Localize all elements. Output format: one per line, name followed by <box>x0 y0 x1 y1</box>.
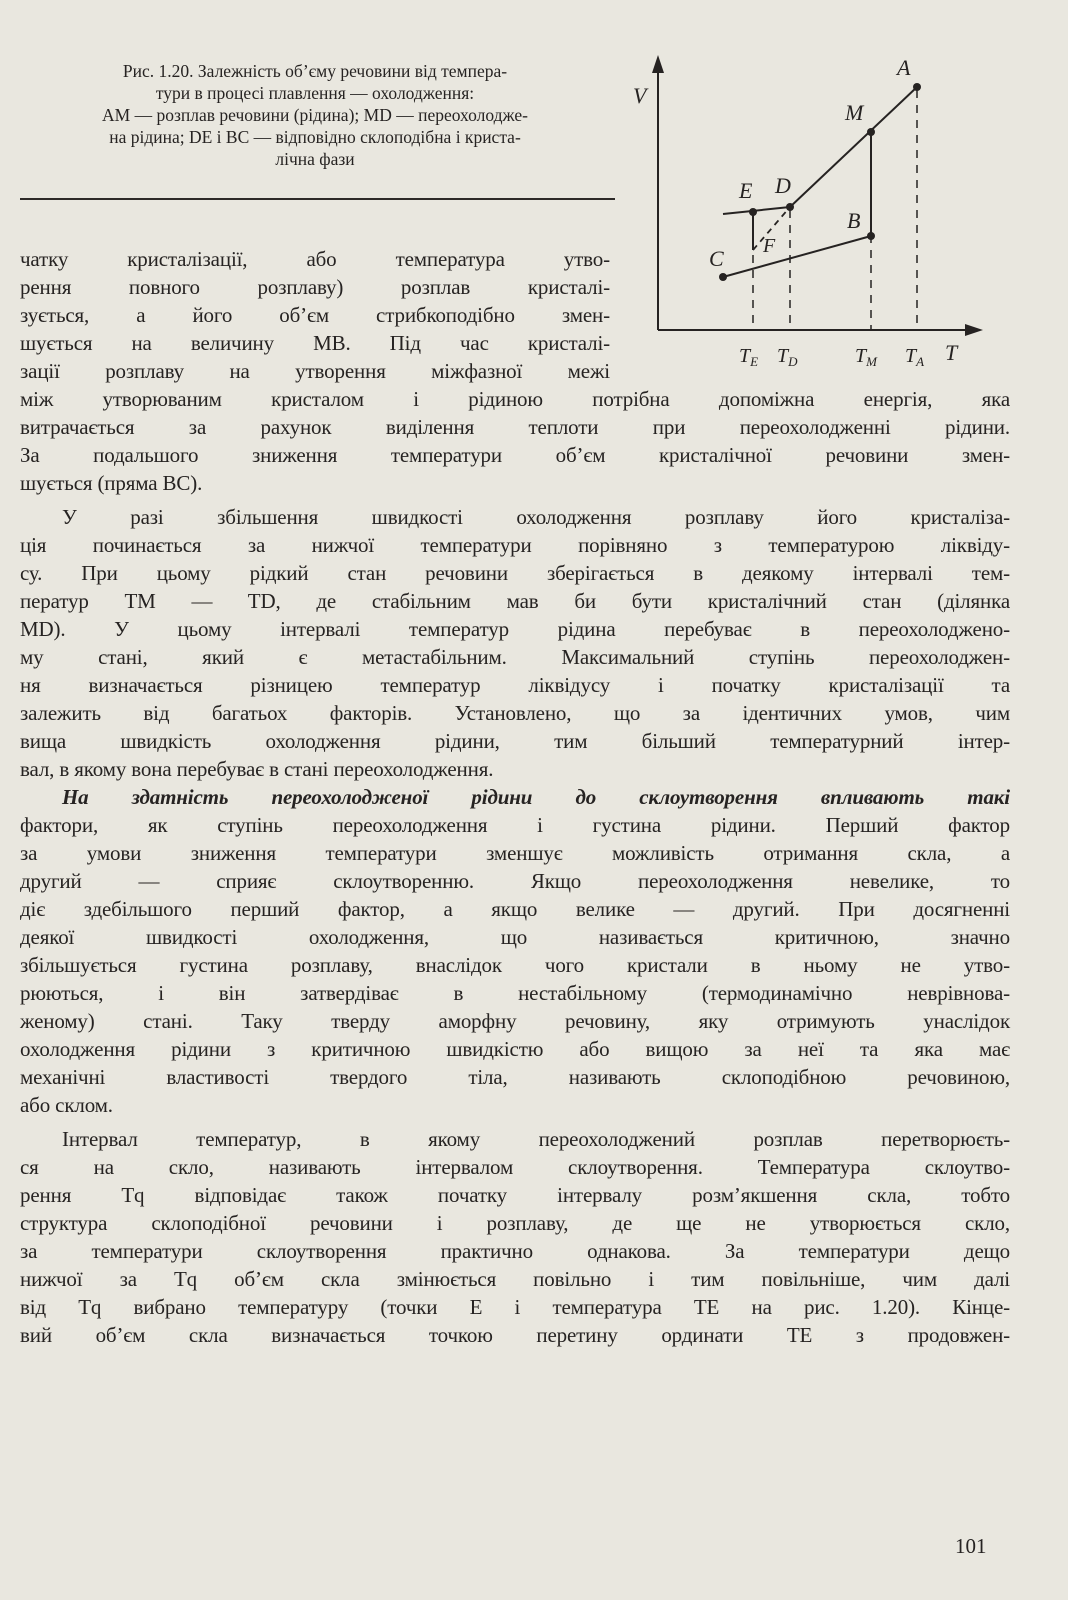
text-line: MD). У цьому інтервалі температур рідина перебуває в переохолоджено- <box>20 617 1010 641</box>
text-line: му стані, який є метастабільним. Максимальний ступінь переохолоджен- <box>20 645 1010 669</box>
text-line: другий — сприяє склоутворенню. Якщо переохолодження невелике, то <box>20 869 1010 893</box>
text-line: чатку кристалізації, або температура утво- <box>20 247 610 271</box>
text-line: нижчої за Tq об’єм скла змінюється повільно і тим повільніше, чим далі <box>20 1267 1010 1291</box>
text-line: за температури склоутворення практично однакова. За температури дещо <box>20 1239 1010 1263</box>
text-line: від Tq вибрано температуру (точки E і температура TE на рис. 1.20). Кінце- <box>20 1295 1010 1319</box>
text-line: ператур TM — TD, де стабільним мав би бути кристалічний стан (ділянка <box>20 589 1010 613</box>
label-a: A <box>897 55 911 80</box>
v-axis-label: V <box>633 83 647 108</box>
page-number: 101 <box>955 1534 987 1558</box>
text-line: ція починається за нижчої температури порівняно з температурою ліквіду- <box>20 533 1010 557</box>
text-line: залежить від багатьох факторів. Установлено, що за ідентичних умов, чим <box>20 701 1010 725</box>
text-line: На здатність переохолодженої рідини до склоутворення впливають такі <box>62 785 1010 809</box>
text-line: між утворюваним кристалом і рідиною потрібна допоміжна енергія, яка <box>20 387 1010 411</box>
text-line: рення повного розплаву) розплав кристалі- <box>20 275 610 299</box>
text-line: рюються, і він затвердіває в нестабільному (термодинамічно неврівнова- <box>20 981 1010 1005</box>
tick-tm: $T_M$ <box>855 345 877 369</box>
text-line: У разі збільшення швидкості охолодження розплаву його кристаліза- <box>62 505 1010 529</box>
text-line: су. При цьому рідкий стан речовини зберігається в деякому інтервалі тем- <box>20 561 1010 585</box>
caption-line: Рис. 1.20. Залежність об’єму речовини від темпера- <box>122 61 508 81</box>
text-line: зується, а його об’єм стрибкоподібно змен- <box>20 303 610 327</box>
text-line: ня визначається різницею температур ліквідусу і початку кристалізації та <box>20 673 1010 697</box>
text-line: охолодження рідини з критичною швидкістю або вищою за неї та яка має <box>20 1037 1010 1061</box>
text-line: за умови зниження температури зменшує можливість отримання скла, а <box>20 841 1010 865</box>
point-m <box>867 128 875 136</box>
point-e <box>749 208 757 216</box>
text-line: вища швидкість охолодження рідини, тим більший температурний інтер- <box>20 729 1010 753</box>
label-f: F <box>763 235 776 257</box>
text-line: фактори, як ступінь переохолодження і густина рідини. Перший фактор <box>20 813 1010 837</box>
body-text <box>20 245 1010 1349</box>
text-line: деякої швидкості охолодження, що називається критичною, значно <box>20 925 1010 949</box>
text-line: або склом. <box>20 1093 113 1117</box>
text-line: механічні властивості твердого тіла, називають склоподібною речовиною, <box>20 1065 1010 1089</box>
text-line: рення Tq відповідає також початку інтервалу розм’якшення скла, тобто <box>20 1183 1010 1207</box>
tick-te: $T_E$ <box>739 345 759 369</box>
tick-ta: $T_A$ <box>905 345 925 369</box>
caption-line: на рідина; DE і BC — відповідно склоподібна і криста- <box>109 127 521 147</box>
caption-line: AM — розплав речовини (рідина); MD — переохолодже- <box>102 105 528 125</box>
point-d <box>786 203 794 211</box>
text-line: вий об’єм скла визначається точкою перетину ординати TE з продовжен- <box>20 1323 1010 1347</box>
text-line: ся на скло, називають інтервалом склоутворення. Температура склоутво- <box>20 1155 1010 1179</box>
text-line: За подальшого зниження температури об’єм кристалічної речовини змен- <box>20 443 1010 467</box>
text-line: діє здебільшого перший фактор, а якщо велике — другий. При досягненні <box>20 897 1010 921</box>
text-line: шується на величину MB. Під час кристалі- <box>20 331 610 355</box>
text-line: збільшується густина розплаву, внаслідок чого кристали в ньому не утво- <box>20 953 1010 977</box>
figure-caption <box>20 60 610 170</box>
caption-line: тури в процесі плавлення — охолодження: <box>155 83 475 103</box>
text-line: шується (пряма BC). <box>20 471 203 495</box>
caption-line: лічна фази <box>275 149 355 169</box>
label-c: C <box>709 246 724 271</box>
text-line: зації розплаву на утворення міжфазної межі <box>20 359 610 383</box>
text-line: структура склоподібної речовини і розплаву, де ще не утворюється скло, <box>20 1211 1010 1235</box>
tick-td: $T_D$ <box>777 345 798 369</box>
text-line: вал, в якому вона перебуває в стані переохолодження. <box>20 757 494 781</box>
t-axis-label: T <box>945 340 958 365</box>
text-line: женому) стані. Таку тверду аморфну речовину, яку отримують унаслідок <box>20 1009 1010 1033</box>
label-e: E <box>739 178 753 203</box>
caption-rule <box>20 198 615 200</box>
point-a <box>913 83 921 91</box>
label-m: M <box>845 100 864 125</box>
label-b: B <box>847 208 861 233</box>
point-b <box>867 232 875 240</box>
text-line: Інтервал температур, в якому переохолоджений розплав перетворюєть- <box>62 1127 1010 1151</box>
v-axis-arrow <box>652 55 664 73</box>
label-d: D <box>775 173 791 198</box>
text-line: витрачається за рахунок виділення теплоти при переохолодженні рідини. <box>20 415 1010 439</box>
